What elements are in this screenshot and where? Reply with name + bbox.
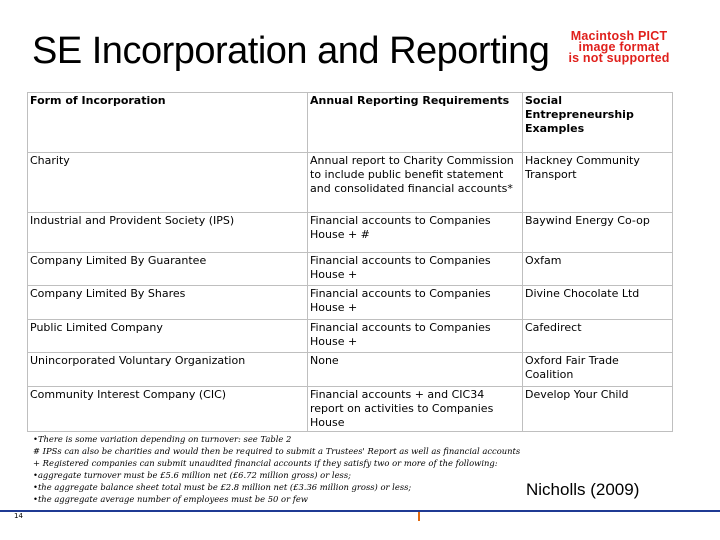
cell-form: Industrial and Provident Society (IPS): [28, 213, 308, 253]
placeholder-line-2: image format: [578, 40, 660, 54]
cell-example: Oxfam: [523, 253, 673, 286]
cell-reporting: Financial accounts to Companies House +: [308, 320, 523, 353]
cell-reporting: Financial accounts + and CIC34 report on activities to Companies House: [308, 387, 523, 432]
footer-accent: [418, 512, 720, 521]
cell-reporting: Financial accounts to Companies House +: [308, 253, 523, 286]
footnotes: [33, 433, 593, 505]
header-reporting: Annual Reporting Requirements: [308, 93, 523, 153]
cell-form: Public Limited Company: [28, 320, 308, 353]
table-header-row: [28, 93, 673, 153]
table-row: [28, 153, 673, 213]
cell-example: Divine Chocolate Ltd: [523, 286, 673, 320]
cell-reporting: Financial accounts to Companies House +: [308, 286, 523, 320]
cell-form: Community Interest Company (CIC): [28, 387, 308, 432]
footnote-line: •aggregate turnover must be £5.6 million net (£6.72 million gross) or less;: [33, 470, 351, 480]
cell-form: Unincorporated Voluntary Organization: [28, 353, 308, 387]
footnote-line: # IPSs can also be charities and would then be required to submit a Trustees' Report as well as financial accounts: [33, 446, 521, 456]
incorporation-table: [27, 92, 673, 432]
placeholder-line-1: Macintosh PICT: [570, 29, 668, 43]
table-row: [28, 320, 673, 353]
cell-example: Cafedirect: [523, 320, 673, 353]
footnote-line: •the aggregate balance sheet total must be £2.8 million net (£3.36 million gross) or less;: [33, 482, 412, 492]
cell-reporting: Financial accounts to Companies House + #: [308, 213, 523, 253]
page-number: 14: [14, 512, 23, 520]
unsupported-image-placeholder: [540, 31, 698, 67]
cell-example: Baywind Energy Co-op: [523, 213, 673, 253]
cell-form: Company Limited By Shares: [28, 286, 308, 320]
cell-example: Oxford Fair Trade Coalition: [523, 353, 673, 387]
cell-example: Develop Your Child: [523, 387, 673, 432]
footnote-line: •There is some variation depending on turnover: see Table 2: [33, 434, 292, 444]
cell-reporting: Annual report to Charity Commission to include public benefit statement and consolidated financial accounts*: [308, 153, 523, 213]
cell-example: Hackney Community Transport: [523, 153, 673, 213]
header-examples: Social Entrepreneurship Examples: [523, 93, 673, 153]
cell-form: Charity: [28, 153, 308, 213]
table-row: [28, 286, 673, 320]
citation: Nicholls (2009): [526, 480, 640, 499]
cell-reporting: None: [308, 353, 523, 387]
table-row: [28, 253, 673, 286]
header-form: Form of Incorporation: [28, 93, 308, 153]
footnote-line: •the aggregate average number of employees must be 50 or few: [33, 494, 308, 504]
page-title: SE Incorporation and Reporting: [32, 30, 550, 72]
footnote-line: + Registered companies can submit unaudited financial accounts if they satisfy two or more of the following:: [33, 458, 498, 468]
table-row: [28, 353, 673, 387]
cell-form: Company Limited By Guarantee: [28, 253, 308, 286]
placeholder-line-3: is not supported: [568, 51, 670, 65]
table-row: [28, 387, 673, 432]
table-row: [28, 213, 673, 253]
